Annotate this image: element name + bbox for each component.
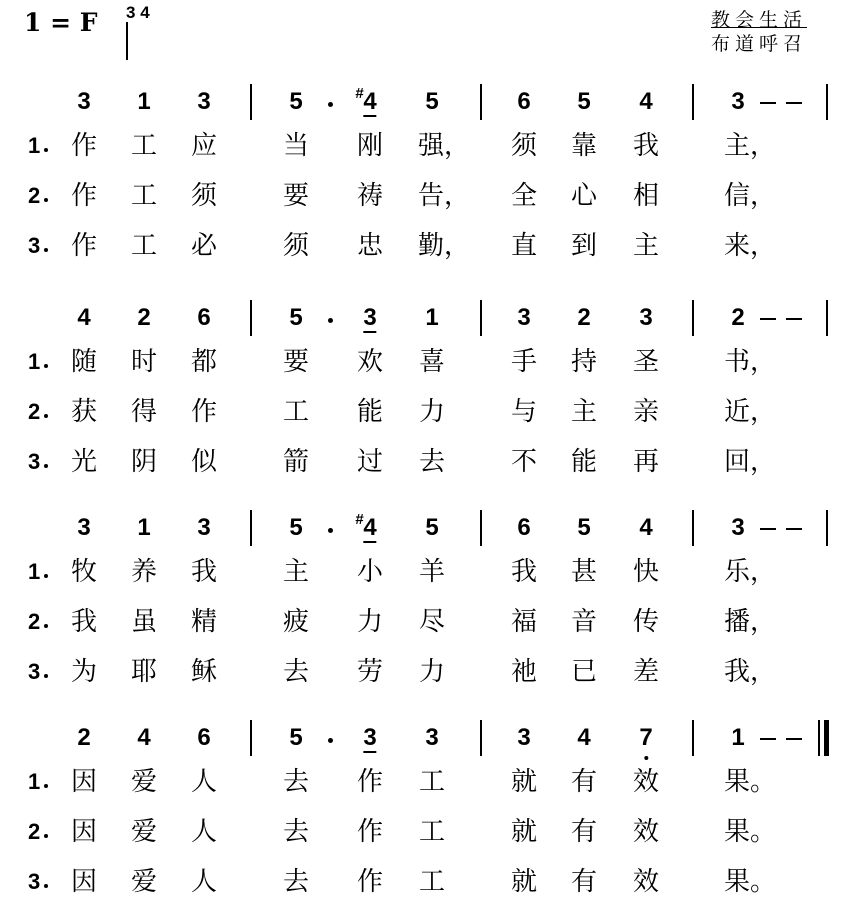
verse-number-dot [44,624,48,628]
lyric-syllable: 获 [70,397,98,427]
lyric-syllable: 果。 [723,767,777,797]
lyric-syllable: 刚 [356,131,384,161]
lyric-syllable: 果。 [723,867,777,897]
lyric-syllable: 书， [723,347,777,377]
verse-number: 2 [28,183,41,208]
lyric-syllable: 我， [723,657,777,687]
verse-number: 1 [28,769,41,794]
lyric-syllable: 作 [356,867,384,897]
hold-dash [760,738,776,740]
lyric-syllable: 去 [282,867,310,897]
lyric-syllable: 信， [723,181,777,211]
score-line-4 [0,718,845,918]
lyric-syllable: 疲 [282,607,310,637]
note: 4 [77,304,91,331]
hold-dash [760,318,776,320]
time-signature-bottom: 4 [140,3,150,22]
note: 3 [363,304,377,331]
lyric-syllable: 直 [510,231,538,261]
lyric-syllable: 光 [70,447,98,477]
bar-line [692,510,694,546]
note: 2 [77,724,91,751]
lyric-syllable: 播， [723,607,777,637]
lyric-syllable: 告， [417,181,471,211]
verse-number-dot [44,464,48,468]
verse-number: 1 [28,133,41,158]
hold-dash [760,102,776,104]
lyric-syllable: 到 [570,231,598,261]
lyric-syllable: 效 [632,767,660,797]
lyric-syllable: 主 [282,557,310,587]
note: 5 [425,514,439,541]
lyric-syllable: 工 [130,231,158,261]
end-bar-line [826,84,828,120]
bar-line [692,300,694,336]
lyric-syllable: 阴 [130,447,158,477]
lyric-syllable: 喜 [418,347,446,377]
lyric-syllable: 养 [130,557,158,587]
verse-number: 3 [28,869,41,894]
lyric-syllable: 过 [356,447,384,477]
lyric-syllable: 靠 [570,131,598,161]
lyric-syllable: 须 [510,131,538,161]
note: 3 [77,514,91,541]
lyric-syllable: 虽 [130,607,158,637]
bar-line [250,510,252,546]
lyric-syllable: 有 [570,867,598,897]
lyric-syllable: 我 [190,557,218,587]
sharp-sign: # [355,511,364,528]
lyric-syllable: 稣 [190,657,218,687]
lyric-syllable: 小 [356,557,384,587]
lyric-syllable: 音 [570,607,598,637]
lyric-syllable: 爱 [130,867,158,897]
lyric-syllable: 就 [510,817,538,847]
bar-line [480,84,482,120]
lyric-syllable: 得 [130,397,158,427]
category-line-2: 布道呼召 [710,33,807,55]
verse-number-dot [44,674,48,678]
lyric-syllable: 去 [282,767,310,797]
lyric-syllable: 圣 [632,347,660,377]
lyric-syllable: 近， [723,397,777,427]
lyric-syllable: 忠 [356,231,384,261]
lyric-syllable: 持 [570,347,598,377]
lyric-syllable: 须 [190,181,218,211]
lyric-syllable: 有 [570,817,598,847]
verse-number: 1 [28,559,41,584]
bar-line [480,720,482,756]
bar-line [692,720,694,756]
lyric-syllable: 爱 [130,817,158,847]
note: 3 [363,724,377,751]
hymn-category [711,8,807,56]
verse-number-dot [44,834,48,838]
hold-dash [786,102,802,104]
bar-line [250,720,252,756]
verse-number-dot [44,364,48,368]
hold-dash [786,738,802,740]
lyric-syllable: 牧 [70,557,98,587]
lyric-syllable: 差 [632,657,660,687]
note: 5 [289,88,303,115]
lyric-syllable: 我 [70,607,98,637]
lyric-syllable: 力 [356,607,384,637]
note: 3 [197,514,211,541]
lyric-syllable: 主 [570,397,598,427]
note: 7 [639,726,652,750]
note: 4 [639,88,653,115]
end-bar-line [826,300,828,336]
note: 5 [577,88,591,115]
lyric-syllable: 要 [282,347,310,377]
note: 5 [289,724,303,751]
lyric-syllable: 相 [632,181,660,211]
verse-number: 1 [28,349,41,374]
lyric-syllable: 作 [356,817,384,847]
lyric-syllable: 乐， [723,557,777,587]
lyric-syllable: 果。 [723,817,777,847]
lyric-syllable: 回， [723,447,777,477]
lyric-syllable: 已 [570,657,598,687]
lyric-syllable: 当 [282,131,310,161]
lyric-syllable: 作 [190,397,218,427]
verse-number-dot [44,198,48,202]
lyric-syllable: 须 [282,231,310,261]
key-signature: 1 = F [24,8,98,37]
verse-number: 2 [28,399,41,424]
note: 5 [289,304,303,331]
verse-number: 2 [28,819,41,844]
note: 2 [137,304,151,331]
time-signature-bar [126,22,128,60]
lyric-syllable: 随 [70,347,98,377]
lyric-syllable: 心 [570,181,598,211]
lyric-syllable: 精 [190,607,218,637]
final-bar-thick [824,720,829,756]
augmentation-dot [328,318,333,323]
bar-line [480,510,482,546]
lyric-syllable: 与 [510,397,538,427]
lyric-syllable: 快 [632,557,660,587]
lyric-syllable: 工 [130,181,158,211]
sharp-sign: # [355,85,364,102]
note: 1 [731,724,745,751]
note: 1 [137,514,151,541]
verse-number-dot [44,884,48,888]
lyric-syllable: 我 [510,557,538,587]
lyric-syllable: 作 [70,131,98,161]
note: 4 [639,514,653,541]
score-line-1 [0,82,845,282]
note: 4 [577,724,591,751]
lyric-syllable: 工 [130,131,158,161]
note: 2 [731,304,745,331]
lyric-syllable: 欢 [356,347,384,377]
note: 1 [425,304,439,331]
verse-number: 3 [28,659,41,684]
score-line-2 [0,298,845,498]
lyric-syllable: 全 [510,181,538,211]
lyric-syllable: 福 [510,607,538,637]
verse-number-dot [44,248,48,252]
lyric-syllable: 因 [70,867,98,897]
category-line-1: 教会生活 [710,9,807,31]
lyric-syllable: 亲 [632,397,660,427]
end-bar-line [826,510,828,546]
lyric-syllable: 尽 [418,607,446,637]
verse-number: 3 [28,233,41,258]
lyric-syllable: 传 [632,607,660,637]
note: 4 # [363,516,376,543]
note: 6 [197,724,211,751]
lyric-syllable: 不 [510,447,538,477]
score-line-3 [0,508,845,708]
lyric-syllable: 勤， [417,231,471,261]
lyric-syllable: 能 [570,447,598,477]
lyric-syllable: 效 [632,867,660,897]
lyric-syllable: 就 [510,867,538,897]
bar-line [692,84,694,120]
augmentation-dot [328,738,333,743]
note: 3 [731,514,745,541]
verse-number-dot [44,784,48,788]
note: 5 [577,514,591,541]
hold-dash [760,528,776,530]
lyric-syllable: 祂 [510,657,538,687]
lyric-syllable: 强， [417,131,471,161]
lyric-syllable: 工 [418,867,446,897]
bar-line [480,300,482,336]
lower-octave-dot [644,756,648,760]
time-signature-top: 3 [126,3,136,22]
verse-number: 3 [28,449,41,474]
lyric-syllable: 作 [356,767,384,797]
lyric-syllable: 来， [723,231,777,261]
lyric-syllable: 工 [418,767,446,797]
lyric-syllable: 作 [70,181,98,211]
note: 1 [137,88,151,115]
bar-line [250,84,252,120]
verse-number-dot [44,574,48,578]
lyric-syllable: 箭 [282,447,310,477]
lyric-syllable: 为 [70,657,98,687]
verse-number-dot [44,414,48,418]
note: 3 [197,88,211,115]
lyric-syllable: 必 [190,231,218,261]
lyric-syllable: 去 [418,447,446,477]
lyric-syllable: 主 [632,231,660,261]
note: 4 [137,724,151,751]
lyric-syllable: 因 [70,767,98,797]
note: 3 [517,304,531,331]
lyric-syllable: 再 [632,447,660,477]
note: 2 [577,304,591,331]
lyric-syllable: 我 [632,131,660,161]
lyric-syllable: 能 [356,397,384,427]
note: 3 [639,304,653,331]
hold-dash [786,318,802,320]
note: 5 [289,514,303,541]
lyric-syllable: 爱 [130,767,158,797]
lyric-syllable: 力 [418,397,446,427]
lyric-syllable: 甚 [570,557,598,587]
verse-number: 2 [28,609,41,634]
note: 6 [517,514,531,541]
note: 3 [517,724,531,751]
lyric-syllable: 就 [510,767,538,797]
lyric-syllable: 工 [282,397,310,427]
hold-dash [786,528,802,530]
lyric-syllable: 人 [190,817,218,847]
lyric-syllable: 人 [190,867,218,897]
lyric-syllable: 去 [282,817,310,847]
final-bar-thin [818,720,820,756]
note: 6 [197,304,211,331]
verse-number-dot [44,148,48,152]
lyric-syllable: 要 [282,181,310,211]
time-signature [126,4,150,21]
lyric-syllable: 力 [418,657,446,687]
lyric-syllable: 都 [190,347,218,377]
lyric-syllable: 祷 [356,181,384,211]
lyric-syllable: 人 [190,767,218,797]
lyric-syllable: 似 [190,447,218,477]
lyric-syllable: 因 [70,817,98,847]
note: 3 [77,88,91,115]
lyric-syllable: 时 [130,347,158,377]
lyric-syllable: 手 [510,347,538,377]
lyric-syllable: 工 [418,817,446,847]
note: 4 # [363,90,376,117]
lyric-syllable: 作 [70,231,98,261]
note: 6 [517,88,531,115]
bar-line [250,300,252,336]
augmentation-dot [328,102,333,107]
lyric-syllable: 耶 [130,657,158,687]
note: 5 [425,88,439,115]
lyric-syllable: 去 [282,657,310,687]
note: 3 [425,724,439,751]
note: 3 [731,88,745,115]
lyric-syllable: 效 [632,817,660,847]
lyric-syllable: 主， [723,131,777,161]
lyric-syllable: 应 [190,131,218,161]
lyric-syllable: 劳 [356,657,384,687]
lyric-syllable: 羊 [418,557,446,587]
augmentation-dot [328,528,333,533]
lyric-syllable: 有 [570,767,598,797]
